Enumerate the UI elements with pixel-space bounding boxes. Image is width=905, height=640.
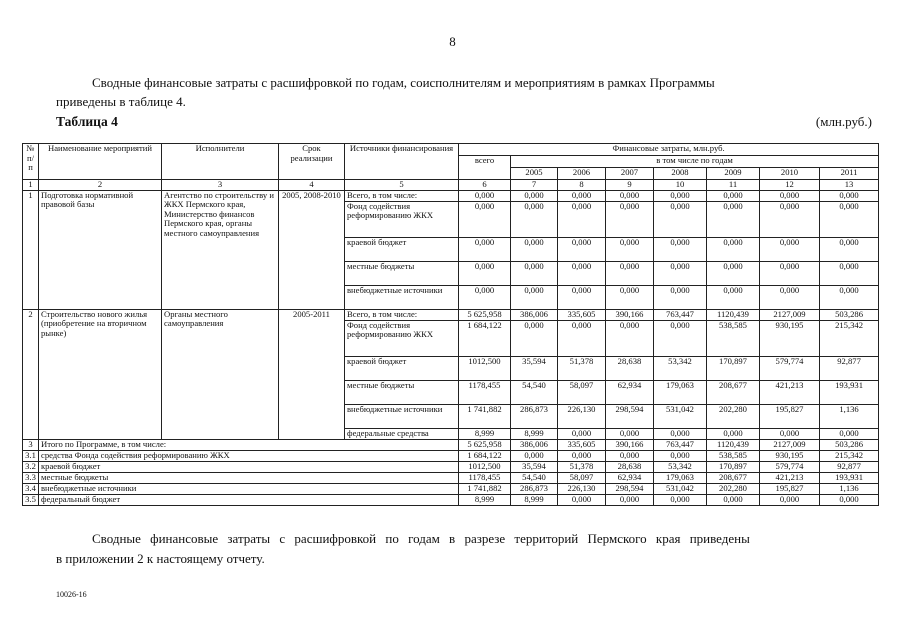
value-cell: 763,447 [654, 439, 707, 450]
total-label: местные бюджеты [39, 472, 459, 483]
column-number: 3 [162, 180, 279, 191]
value-cell: 0,000 [511, 285, 558, 309]
column-number: 13 [820, 180, 879, 191]
value-cell: 763,447 [654, 309, 707, 320]
value-cell: 1178,455 [459, 380, 511, 404]
funding-source: краевой бюджет [345, 237, 459, 261]
column-number: 12 [760, 180, 820, 191]
row-number: 3.1 [23, 450, 39, 461]
value-cell: 531,042 [654, 404, 707, 428]
value-cell: 0,000 [606, 261, 654, 285]
value-cell: 0,000 [707, 237, 760, 261]
row-number: 3.4 [23, 483, 39, 494]
header-year: 2006 [558, 168, 606, 180]
header-name: Наименование мероприятий [39, 144, 162, 180]
value-cell: 0,000 [459, 285, 511, 309]
table-row [23, 309, 879, 320]
total-label: федеральный бюджет [39, 494, 459, 505]
value-cell: 58,097 [558, 472, 606, 483]
value-cell: 0,000 [606, 494, 654, 505]
value-cell: 0,000 [606, 237, 654, 261]
intro-line-2: приведены в таблице 4. [56, 94, 186, 109]
value-cell: 179,063 [654, 472, 707, 483]
table-title: Таблица 4 [56, 114, 118, 129]
row-number: 3.2 [23, 461, 39, 472]
row-number: 3.5 [23, 494, 39, 505]
value-cell: 8,999 [459, 494, 511, 505]
value-cell: 1 741,882 [459, 483, 511, 494]
column-number: 1 [23, 180, 39, 191]
value-cell: 195,827 [760, 404, 820, 428]
header-term: Срок реализации [279, 144, 345, 180]
value-cell: 0,000 [820, 201, 879, 237]
intro-line-1: Сводные финансовые затраты с расшифровкой по годам, соисполнителям и мероприятиям в рамках Программы [92, 75, 715, 90]
value-cell: 92,877 [820, 356, 879, 380]
value-cell: 0,000 [820, 237, 879, 261]
value-cell: 226,130 [558, 404, 606, 428]
funding-source: краевой бюджет [345, 356, 459, 380]
header-sources: Источники финансирования [345, 144, 459, 180]
value-cell: 0,000 [606, 201, 654, 237]
row-number: 3.3 [23, 472, 39, 483]
value-cell: 386,006 [511, 309, 558, 320]
value-cell: 0,000 [606, 450, 654, 461]
executors: Органы местного самоуправления [162, 309, 279, 439]
total-row [23, 494, 879, 505]
value-cell: 0,000 [760, 261, 820, 285]
row-number: 2 [23, 309, 39, 439]
page-number: 8 [449, 34, 456, 49]
total-row [23, 461, 879, 472]
value-cell: 226,130 [558, 483, 606, 494]
total-label: внебюджетные источники [39, 483, 459, 494]
column-number: 5 [345, 180, 459, 191]
value-cell: 0,000 [606, 190, 654, 201]
value-cell: 0,000 [654, 450, 707, 461]
value-cell: 286,873 [511, 483, 558, 494]
value-cell: 386,006 [511, 439, 558, 450]
total-row [23, 450, 879, 461]
value-cell: 1012,500 [459, 356, 511, 380]
row-number: 1 [23, 190, 39, 309]
value-cell: 62,934 [606, 380, 654, 404]
value-cell: 54,540 [511, 472, 558, 483]
value-cell: 53,342 [654, 356, 707, 380]
column-numbers-row [23, 180, 879, 191]
total-row [23, 483, 879, 494]
value-cell: 0,000 [459, 190, 511, 201]
value-cell: 53,342 [654, 461, 707, 472]
value-cell: 0,000 [820, 285, 879, 309]
outro-line-2: в приложении 2 к настоящему отчету. [56, 551, 265, 566]
value-cell: 531,042 [654, 483, 707, 494]
value-cell: 0,000 [558, 285, 606, 309]
funding-source: внебюджетные источники [345, 285, 459, 309]
executors: Агентство по строительству и ЖКХ Пермского края, Министерство финансов Пермского края, органы местного самоуправления [162, 190, 279, 309]
value-cell: 0,000 [511, 201, 558, 237]
row-number: 3 [23, 439, 39, 450]
value-cell: 1120,439 [707, 439, 760, 450]
value-cell: 5 625,958 [459, 439, 511, 450]
value-cell: 51,378 [558, 356, 606, 380]
header-year: 2007 [606, 168, 654, 180]
value-cell: 0,000 [558, 494, 606, 505]
column-number: 7 [511, 180, 558, 191]
value-cell: 62,934 [606, 472, 654, 483]
intro-paragraph [56, 73, 872, 111]
value-cell: 0,000 [511, 450, 558, 461]
value-cell: 92,877 [820, 461, 879, 472]
outro-line-1: Сводные финансовые затраты с расшифровкой по годам в разрезе территорий Пермского края приведены [92, 531, 750, 546]
funding-source: Всего, в том числе: [345, 309, 459, 320]
measure-name: Строительство нового жилья (приобретение на вторичном рынке) [39, 309, 162, 439]
value-cell: 179,063 [654, 380, 707, 404]
value-cell: 1 741,882 [459, 404, 511, 428]
value-cell: 0,000 [558, 237, 606, 261]
total-label: Итого по Программе, в том числе: [39, 439, 459, 450]
footer-code: 10026-16 [56, 590, 87, 599]
header-year: 2010 [760, 168, 820, 180]
value-cell: 503,286 [820, 439, 879, 450]
value-cell: 1120,439 [707, 309, 760, 320]
value-cell: 202,280 [707, 483, 760, 494]
value-cell: 193,931 [820, 472, 879, 483]
value-cell: 28,638 [606, 461, 654, 472]
total-row [23, 472, 879, 483]
measure-name: Подготовка нормативной правовой базы [39, 190, 162, 309]
value-cell: 0,000 [511, 237, 558, 261]
value-cell: 538,585 [707, 450, 760, 461]
total-row [23, 439, 879, 450]
table-unit: (млн.руб.) [815, 114, 872, 129]
value-cell: 930,195 [760, 450, 820, 461]
financial-costs-table [22, 143, 879, 506]
term: 2005, 2008-2010 [279, 190, 345, 309]
value-cell: 0,000 [707, 428, 760, 439]
value-cell: 208,677 [707, 472, 760, 483]
value-cell: 0,000 [606, 428, 654, 439]
value-cell: 0,000 [654, 320, 707, 356]
value-cell: 0,000 [606, 320, 654, 356]
value-cell: 0,000 [459, 201, 511, 237]
value-cell: 195,827 [760, 483, 820, 494]
value-cell: 0,000 [511, 320, 558, 356]
value-cell: 58,097 [558, 380, 606, 404]
value-cell: 35,594 [511, 356, 558, 380]
value-cell: 0,000 [707, 190, 760, 201]
value-cell: 503,286 [820, 309, 879, 320]
value-cell: 0,000 [558, 201, 606, 237]
value-cell: 0,000 [760, 494, 820, 505]
value-cell: 2127,009 [760, 439, 820, 450]
value-cell: 28,638 [606, 356, 654, 380]
value-cell: 5 625,958 [459, 309, 511, 320]
column-number: 10 [654, 180, 707, 191]
value-cell: 0,000 [820, 428, 879, 439]
value-cell: 193,931 [820, 380, 879, 404]
value-cell: 0,000 [558, 320, 606, 356]
value-cell: 538,585 [707, 320, 760, 356]
total-label: краевой бюджет [39, 461, 459, 472]
header-year: 2005 [511, 168, 558, 180]
value-cell: 298,594 [606, 404, 654, 428]
value-cell: 0,000 [511, 261, 558, 285]
header-fin-costs: Финансовые затраты, млн.руб. [459, 144, 879, 156]
value-cell: 0,000 [707, 285, 760, 309]
header-by-years: в том числе по годам [511, 156, 879, 168]
value-cell: 170,897 [707, 356, 760, 380]
value-cell: 8,999 [511, 494, 558, 505]
value-cell: 0,000 [760, 201, 820, 237]
value-cell: 0,000 [820, 190, 879, 201]
value-cell: 0,000 [511, 190, 558, 201]
value-cell: 1,136 [820, 404, 879, 428]
value-cell: 0,000 [459, 261, 511, 285]
funding-source: Фонд содействия реформированию ЖКХ [345, 201, 459, 237]
value-cell: 51,378 [558, 461, 606, 472]
value-cell: 0,000 [558, 428, 606, 439]
value-cell: 0,000 [654, 285, 707, 309]
value-cell: 0,000 [707, 261, 760, 285]
header-year: 2008 [654, 168, 707, 180]
term: 2005-2011 [279, 309, 345, 439]
value-cell: 0,000 [558, 261, 606, 285]
value-cell: 215,342 [820, 320, 879, 356]
value-cell: 390,166 [606, 439, 654, 450]
value-cell: 0,000 [707, 494, 760, 505]
column-number: 8 [558, 180, 606, 191]
funding-source: Всего, в том числе: [345, 190, 459, 201]
value-cell: 579,774 [760, 356, 820, 380]
value-cell: 0,000 [459, 237, 511, 261]
value-cell: 215,342 [820, 450, 879, 461]
value-cell: 202,280 [707, 404, 760, 428]
value-cell: 421,213 [760, 380, 820, 404]
column-number: 11 [707, 180, 760, 191]
value-cell: 1 684,122 [459, 450, 511, 461]
value-cell: 8,999 [511, 428, 558, 439]
value-cell: 0,000 [707, 201, 760, 237]
value-cell: 0,000 [820, 261, 879, 285]
value-cell: 298,594 [606, 483, 654, 494]
value-cell: 0,000 [654, 237, 707, 261]
funding-source: местные бюджеты [345, 261, 459, 285]
header-total: всего [459, 156, 511, 180]
value-cell: 54,540 [511, 380, 558, 404]
value-cell: 0,000 [760, 190, 820, 201]
value-cell: 579,774 [760, 461, 820, 472]
funding-source: федеральные средства [345, 428, 459, 439]
outro-paragraph [56, 529, 872, 569]
header-year: 2011 [820, 168, 879, 180]
value-cell: 0,000 [606, 285, 654, 309]
value-cell: 170,897 [707, 461, 760, 472]
value-cell: 208,677 [707, 380, 760, 404]
funding-source: Фонд содействия реформированию ЖКХ [345, 320, 459, 356]
value-cell: 1 684,122 [459, 320, 511, 356]
value-cell: 930,195 [760, 320, 820, 356]
value-cell: 0,000 [558, 450, 606, 461]
header-num: № п/п [23, 144, 39, 180]
value-cell: 2127,009 [760, 309, 820, 320]
total-label: средства Фонда содействия реформированию ЖКХ [39, 450, 459, 461]
value-cell: 0,000 [654, 428, 707, 439]
header-executors: Исполнители [162, 144, 279, 180]
value-cell: 335,605 [558, 439, 606, 450]
value-cell: 1178,455 [459, 472, 511, 483]
funding-source: местные бюджеты [345, 380, 459, 404]
column-number: 2 [39, 180, 162, 191]
value-cell: 286,873 [511, 404, 558, 428]
value-cell: 421,213 [760, 472, 820, 483]
table-row [23, 190, 879, 201]
funding-source: внебюджетные источники [345, 404, 459, 428]
header-year: 2009 [707, 168, 760, 180]
value-cell: 0,000 [654, 201, 707, 237]
value-cell: 0,000 [760, 428, 820, 439]
value-cell: 390,166 [606, 309, 654, 320]
column-number: 6 [459, 180, 511, 191]
value-cell: 0,000 [654, 261, 707, 285]
value-cell: 1,136 [820, 483, 879, 494]
value-cell: 0,000 [558, 190, 606, 201]
value-cell: 8,999 [459, 428, 511, 439]
column-number: 9 [606, 180, 654, 191]
value-cell: 35,594 [511, 461, 558, 472]
value-cell: 0,000 [760, 285, 820, 309]
value-cell: 0,000 [760, 237, 820, 261]
value-cell: 0,000 [820, 494, 879, 505]
value-cell: 0,000 [654, 494, 707, 505]
value-cell: 1012,500 [459, 461, 511, 472]
value-cell: 0,000 [654, 190, 707, 201]
value-cell: 335,605 [558, 309, 606, 320]
column-number: 4 [279, 180, 345, 191]
